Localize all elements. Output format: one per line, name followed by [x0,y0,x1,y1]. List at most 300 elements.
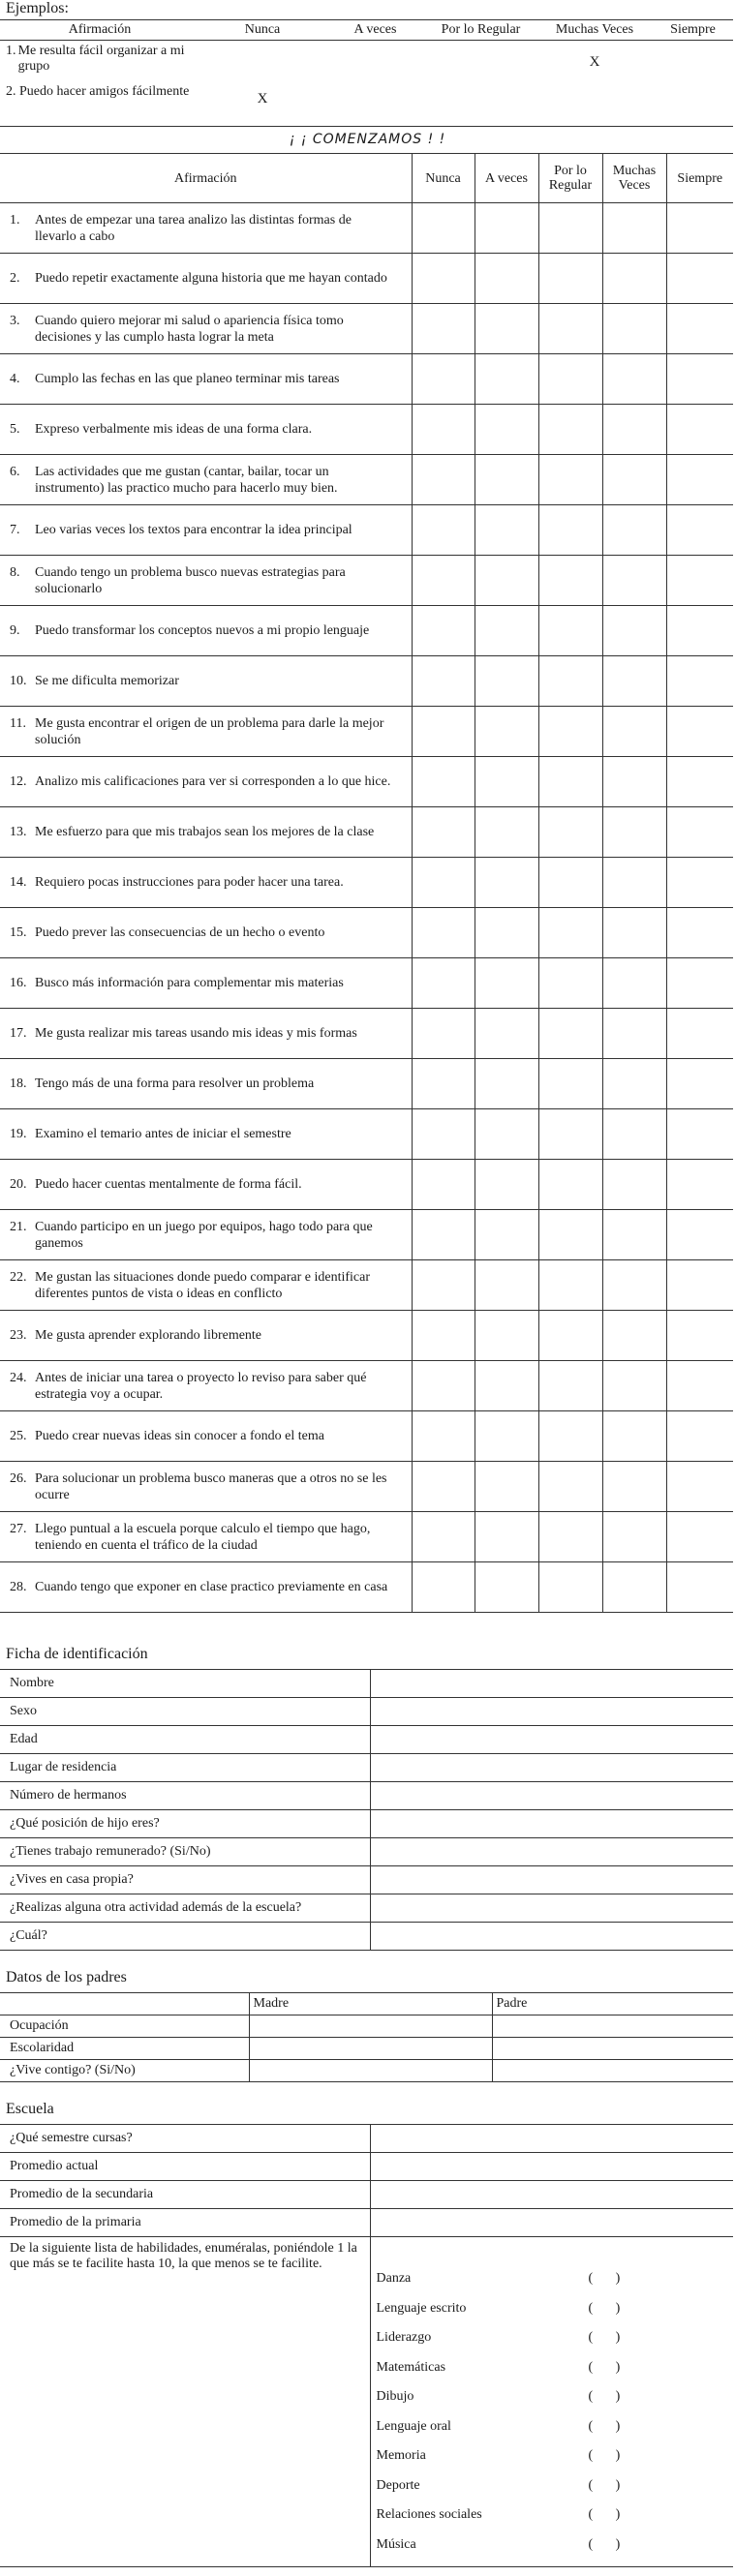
answer-cell-nunca[interactable] [412,455,475,505]
answer-cell-nunca[interactable] [412,1109,475,1160]
answer-cell-a-veces[interactable] [475,1009,538,1059]
answer-cell-a-veces[interactable] [475,455,538,505]
skill-rank-field[interactable]: ( ) [588,2477,630,2493]
question-statement [0,1311,412,1361]
example-number: 1. [6,44,16,58]
padre-answer-field[interactable] [492,2060,733,2082]
question-text: Leo varias veces los textos para encontrar la idea principal [35,523,352,537]
question-row [0,405,733,455]
escuela-answer-field[interactable] [370,2125,733,2153]
question-statement [0,203,412,254]
answer-cell-por-lo-regular[interactable] [538,1311,602,1361]
examples-header-por-lo-regular: Por lo Regular [425,20,536,41]
skill-item [371,2271,734,2301]
question-number: 13. [10,825,27,839]
answer-cell-siempre[interactable] [666,606,733,656]
escuela-label: Promedio de la primaria [0,2209,370,2237]
answer-cell-siempre[interactable] [666,958,733,1009]
ficha-row [0,1670,733,1698]
answer-cell-muchas-veces[interactable] [602,958,666,1009]
ficha-row [0,1726,733,1754]
answer-cell-muchas-veces[interactable] [602,1562,666,1613]
question-statement [0,1109,412,1160]
question-row [0,958,733,1009]
question-statement [0,354,412,405]
answer-cell-siempre[interactable] [666,505,733,556]
answer-cell-nunca[interactable] [412,1059,475,1109]
examples-header-siempre: Siempre [653,20,733,41]
ficha-answer-field[interactable] [370,1810,733,1838]
answer-cell-por-lo-regular[interactable] [538,1160,602,1210]
question-row [0,1562,733,1613]
escuela-answer-field[interactable] [370,2181,733,2209]
answer-cell-muchas-veces[interactable] [602,1462,666,1512]
question-number: 19. [10,1127,27,1141]
answer-cell-a-veces[interactable] [475,1562,538,1613]
answer-cell-siempre[interactable] [666,455,733,505]
question-number: 6. [10,464,20,479]
question-number: 24. [10,1370,27,1385]
question-number: 22. [10,1269,27,1285]
examples-header-muchas-veces: Muchas Veces [536,20,653,41]
answer-cell-siempre[interactable] [666,254,733,304]
answer-cell-siempre[interactable] [666,757,733,807]
question-text: Analizo mis calificaciones para ver si corresponden a lo que hice. [35,774,391,789]
question-number: 5. [10,422,20,437]
question-text: Examino el temario antes de iniciar el semestre [35,1127,291,1141]
answer-cell-por-lo-regular[interactable] [538,556,602,606]
answer-cell-por-lo-regular[interactable] [538,505,602,556]
skill-rank-field[interactable]: ( ) [588,2448,630,2463]
question-text: Puedo transformar los conceptos nuevos a mi propio lenguaje [35,623,370,638]
answer-cell-muchas-veces[interactable] [602,1210,666,1260]
answer-cell-por-lo-regular[interactable] [538,656,602,707]
question-statement [0,908,412,958]
skill-item [371,2448,734,2478]
madre-answer-field[interactable] [249,2015,492,2038]
header-nunca: Nunca [412,154,475,203]
skill-rank-field[interactable]: ( ) [588,2536,630,2552]
answer-cell-muchas-veces[interactable] [602,757,666,807]
answer-cell-siempre[interactable] [666,1462,733,1512]
padres-label: Ocupación [0,2015,249,2038]
ficha-answer-field[interactable] [370,1698,733,1726]
example-cell [325,81,425,122]
answer-cell-a-veces[interactable] [475,1109,538,1160]
answer-cell-siempre[interactable] [666,1260,733,1311]
padres-header-padre: Padre [492,1993,733,2015]
answer-cell-a-veces[interactable] [475,556,538,606]
answer-cell-muchas-veces[interactable] [602,1009,666,1059]
skill-rank-field[interactable]: ( ) [588,2418,630,2434]
question-row [0,707,733,757]
answer-cell-muchas-veces[interactable] [602,1411,666,1462]
question-row [0,1260,733,1311]
answer-cell-a-veces[interactable] [475,858,538,908]
answer-cell-muchas-veces[interactable] [602,455,666,505]
answer-cell-a-veces[interactable] [475,1512,538,1562]
padres-header-madre: Madre [249,1993,492,2015]
answer-cell-por-lo-regular[interactable] [538,254,602,304]
answer-cell-a-veces[interactable] [475,1311,538,1361]
question-statement [0,656,412,707]
question-statement [0,505,412,556]
ficha-label: Número de hermanos [0,1782,370,1810]
answer-cell-nunca[interactable] [412,757,475,807]
question-text: Se me dificulta memorizar [35,674,179,688]
answer-cell-a-veces[interactable] [475,1260,538,1311]
answer-cell-a-veces[interactable] [475,1361,538,1411]
answer-cell-a-veces[interactable] [475,908,538,958]
skill-item [371,2330,734,2360]
answer-cell-a-veces[interactable] [475,354,538,405]
answer-cell-siempre[interactable] [666,707,733,757]
answer-cell-por-lo-regular[interactable] [538,304,602,354]
answer-cell-por-lo-regular[interactable] [538,1059,602,1109]
skill-name: Matemáticas [376,2359,446,2375]
question-number: 26. [10,1470,27,1486]
answer-cell-nunca[interactable] [412,1512,475,1562]
answer-cell-nunca[interactable] [412,354,475,405]
ficha-answer-field[interactable] [370,1838,733,1866]
answer-cell-siempre[interactable] [666,1160,733,1210]
answer-cell-siempre[interactable] [666,354,733,405]
answer-cell-siempre[interactable] [666,1109,733,1160]
answer-cell-muchas-veces[interactable] [602,405,666,455]
answer-cell-muchas-veces[interactable] [602,908,666,958]
answer-cell-muchas-veces[interactable] [602,1160,666,1210]
padres-table [0,1992,733,2082]
answer-cell-siempre[interactable] [666,1009,733,1059]
question-text: Las actividades que me gustan (cantar, bailar, tocar un instrumento) las practico mucho para hacerlo muy bien. [35,464,338,496]
answer-cell-siempre[interactable] [666,858,733,908]
answer-cell-siempre[interactable] [666,1512,733,1562]
question-statement [0,858,412,908]
answer-cell-muchas-veces[interactable] [602,707,666,757]
answer-cell-nunca[interactable] [412,656,475,707]
answer-cell-nunca[interactable] [412,203,475,254]
ficha-answer-field[interactable] [370,1726,733,1754]
question-statement [0,304,412,354]
ficha-answer-field[interactable] [370,1782,733,1810]
answer-cell-muchas-veces[interactable] [602,556,666,606]
question-row [0,1462,733,1512]
answer-cell-a-veces[interactable] [475,757,538,807]
answer-cell-a-veces[interactable] [475,1210,538,1260]
question-text: Cumplo las fechas en las que planeo terminar mis tareas [35,372,340,386]
skill-name: Deporte [376,2477,420,2493]
question-text: Para solucionar un problema busco maneras que a otros no se les ocurre [35,1470,387,1502]
question-text: Requiero pocas instrucciones para poder hacer una tarea. [35,875,344,890]
example-cell [199,41,325,81]
escuela-answer-field[interactable] [370,2153,733,2181]
example-mark: X [257,90,268,106]
answer-cell-nunca[interactable] [412,1462,475,1512]
escuela-label: Promedio actual [0,2153,370,2181]
question-number: 11. [10,715,26,731]
answer-cell-por-lo-regular[interactable] [538,1411,602,1462]
answer-cell-a-veces[interactable] [475,1462,538,1512]
answer-cell-a-veces[interactable] [475,1059,538,1109]
padres-row [0,2060,733,2082]
answer-cell-a-veces[interactable] [475,304,538,354]
answer-cell-muchas-veces[interactable] [602,1311,666,1361]
padres-title: Datos de los padres [6,1969,127,1985]
answer-cell-muchas-veces[interactable] [602,606,666,656]
skill-rank-field[interactable]: ( ) [588,2271,630,2286]
answer-cell-siempre[interactable] [666,1411,733,1462]
answer-cell-nunca[interactable] [412,707,475,757]
main-questionnaire-table [0,153,733,1613]
example-cell [425,41,536,81]
question-number: 8. [10,564,20,580]
answer-cell-por-lo-regular[interactable] [538,1462,602,1512]
answer-cell-a-veces[interactable] [475,606,538,656]
answer-cell-nunca[interactable] [412,807,475,858]
answer-cell-a-veces[interactable] [475,203,538,254]
question-statement [0,606,412,656]
question-statement [0,1361,412,1411]
examples-header-a-veces: A veces [325,20,425,41]
answer-cell-por-lo-regular[interactable] [538,1210,602,1260]
skill-rank-field[interactable]: ( ) [588,2507,630,2522]
answer-cell-nunca[interactable] [412,1311,475,1361]
answer-cell-a-veces[interactable] [475,807,538,858]
ficha-row [0,1782,733,1810]
answer-cell-muchas-veces[interactable] [602,1109,666,1160]
answer-cell-siempre[interactable] [666,1210,733,1260]
answer-cell-nunca[interactable] [412,1210,475,1260]
skill-item [371,2478,734,2508]
answer-cell-nunca[interactable] [412,505,475,556]
question-row [0,556,733,606]
question-text: Me gusta encontrar el origen de un problema para darle la mejor solución [35,715,384,747]
madre-answer-field[interactable] [249,2038,492,2060]
answer-cell-por-lo-regular[interactable] [538,606,602,656]
padres-row [0,2015,733,2038]
ficha-row [0,1894,733,1923]
answer-cell-por-lo-regular[interactable] [538,858,602,908]
skill-name: Liderazgo [376,2330,432,2345]
answer-cell-nunca[interactable] [412,908,475,958]
answer-cell-por-lo-regular[interactable] [538,455,602,505]
answer-cell-muchas-veces[interactable] [602,656,666,707]
answer-cell-siempre[interactable] [666,1361,733,1411]
answer-cell-a-veces[interactable] [475,958,538,1009]
madre-answer-field[interactable] [249,2060,492,2082]
answer-cell-muchas-veces[interactable] [602,1059,666,1109]
answer-cell-muchas-veces[interactable] [602,807,666,858]
question-row [0,807,733,858]
skill-rank-field[interactable]: ( ) [588,2300,630,2316]
answer-cell-nunca[interactable] [412,254,475,304]
answer-cell-nunca[interactable] [412,606,475,656]
answer-cell-nunca[interactable] [412,1009,475,1059]
question-row [0,1361,733,1411]
answer-cell-siempre[interactable] [666,1562,733,1613]
question-row [0,1311,733,1361]
skill-rank-field[interactable]: ( ) [588,2389,630,2404]
ficha-label: ¿Vives en casa propia? [0,1866,370,1894]
ficha-answer-field[interactable] [370,1670,733,1698]
answer-cell-por-lo-regular[interactable] [538,1361,602,1411]
answer-cell-por-lo-regular[interactable] [538,354,602,405]
example-text: Puedo hacer amigos fácilmente [19,83,190,99]
escuela-label: Promedio de la secundaria [0,2181,370,2209]
answer-cell-nunca[interactable] [412,556,475,606]
answer-cell-muchas-veces[interactable] [602,858,666,908]
header-a-veces: A veces [475,154,538,203]
escuela-label: ¿Qué semestre cursas? [0,2125,370,2153]
answer-cell-muchas-veces[interactable] [602,1260,666,1311]
question-text: Cuando participo en un juego por equipos, hago todo para que ganemos [35,1219,373,1251]
question-number: 15. [10,925,27,940]
question-row [0,1009,733,1059]
question-number: 4. [10,372,20,386]
answer-cell-siempre[interactable] [666,1059,733,1109]
question-number: 10. [10,674,27,688]
answer-cell-muchas-veces[interactable] [602,354,666,405]
ficha-answer-field[interactable] [370,1923,733,1951]
example-statement [0,41,199,81]
question-number: 7. [10,523,20,537]
answer-cell-muchas-veces[interactable] [602,505,666,556]
example-cell [653,41,733,81]
examples-table [0,19,733,127]
question-statement [0,1512,412,1562]
question-text: Puedo crear nuevas ideas sin conocer a fondo el tema [35,1429,324,1443]
answer-cell-a-veces[interactable] [475,505,538,556]
answer-cell-por-lo-regular[interactable] [538,807,602,858]
answer-cell-muchas-veces[interactable] [602,304,666,354]
answer-cell-nunca[interactable] [412,1260,475,1311]
answer-cell-por-lo-regular[interactable] [538,1260,602,1311]
question-text: Cuando quiero mejorar mi salud o apariencia física tomo decisiones y las cumplo hasta lograr la meta [35,313,344,345]
skill-name: Danza [376,2271,412,2286]
question-row [0,203,733,254]
answer-cell-por-lo-regular[interactable] [538,1562,602,1613]
escuela-row [0,2125,733,2153]
question-row [0,1210,733,1260]
question-text: Puedo repetir exactamente alguna historia que me hayan contado [35,271,387,286]
skill-rank-field[interactable]: ( ) [588,2330,630,2345]
question-statement [0,757,412,807]
ficha-row [0,1810,733,1838]
padre-answer-field[interactable] [492,2038,733,2060]
question-row [0,505,733,556]
skill-rank-field[interactable]: ( ) [588,2359,630,2375]
answer-cell-por-lo-regular[interactable] [538,958,602,1009]
question-row [0,1109,733,1160]
answer-cell-siempre[interactable] [666,556,733,606]
answer-cell-a-veces[interactable] [475,405,538,455]
answer-cell-muchas-veces[interactable] [602,1512,666,1562]
answer-cell-por-lo-regular[interactable] [538,1009,602,1059]
answer-cell-muchas-veces[interactable] [602,254,666,304]
padres-row [0,2038,733,2060]
answer-cell-siempre[interactable] [666,908,733,958]
question-text: Me esfuerzo para que mis trabajos sean los mejores de la clase [35,825,375,839]
answer-cell-nunca[interactable] [412,405,475,455]
skill-item [371,2419,734,2449]
answer-cell-por-lo-regular[interactable] [538,405,602,455]
answer-cell-a-veces[interactable] [475,1160,538,1210]
answer-cell-por-lo-regular[interactable] [538,707,602,757]
question-number: 9. [10,623,20,638]
answer-cell-siempre[interactable] [666,807,733,858]
question-number: 27. [10,1521,27,1536]
answer-cell-siempre[interactable] [666,656,733,707]
answer-cell-nunca[interactable] [412,958,475,1009]
answer-cell-nunca[interactable] [412,1361,475,1411]
padre-answer-field[interactable] [492,2015,733,2038]
question-number: 25. [10,1429,27,1443]
question-statement [0,405,412,455]
answer-cell-a-veces[interactable] [475,1411,538,1462]
question-statement [0,807,412,858]
ficha-answer-field[interactable] [370,1894,733,1923]
ficha-answer-field[interactable] [370,1866,733,1894]
answer-cell-por-lo-regular[interactable] [538,203,602,254]
answer-cell-por-lo-regular[interactable] [538,908,602,958]
question-row [0,354,733,405]
question-statement [0,1160,412,1210]
skill-name: Lenguaje oral [376,2418,451,2434]
question-row [0,858,733,908]
answer-cell-nunca[interactable] [412,1411,475,1462]
question-row [0,455,733,505]
answer-cell-a-veces[interactable] [475,656,538,707]
answer-cell-por-lo-regular[interactable] [538,1109,602,1160]
question-row [0,656,733,707]
ficha-table [0,1669,733,1951]
answer-cell-siempre[interactable] [666,405,733,455]
skills-row [0,2237,733,2567]
answer-cell-muchas-veces[interactable] [602,203,666,254]
answer-cell-siempre[interactable] [666,304,733,354]
example-number: 2. [6,83,16,99]
skills-list [370,2237,733,2567]
answer-cell-nunca[interactable] [412,304,475,354]
answer-cell-por-lo-regular[interactable] [538,1512,602,1562]
escuela-answer-field[interactable] [370,2209,733,2237]
example-cell [653,81,733,122]
question-text: Me gustan las situaciones donde puedo comparar e identificar diferentes puntos de vista o ideas en conflicto [35,1269,370,1301]
question-number: 1. [10,212,20,227]
ficha-answer-field[interactable] [370,1754,733,1782]
skill-item [371,2537,734,2567]
answer-cell-nunca[interactable] [412,1562,475,1613]
question-statement [0,958,412,1009]
question-row [0,606,733,656]
answer-cell-por-lo-regular[interactable] [538,757,602,807]
answer-cell-siempre[interactable] [666,1311,733,1361]
answer-cell-siempre[interactable] [666,203,733,254]
question-statement [0,1411,412,1462]
question-number: 28. [10,1580,27,1594]
answer-cell-nunca[interactable] [412,858,475,908]
ficha-label: ¿Tienes trabajo remunerado? (Si/No) [0,1838,370,1866]
question-statement [0,556,412,606]
answer-cell-nunca[interactable] [412,1160,475,1210]
question-statement [0,455,412,505]
answer-cell-a-veces[interactable] [475,707,538,757]
question-row [0,908,733,958]
ficha-row [0,1866,733,1894]
answer-cell-muchas-veces[interactable] [602,1361,666,1411]
ficha-row [0,1754,733,1782]
answer-cell-a-veces[interactable] [475,254,538,304]
